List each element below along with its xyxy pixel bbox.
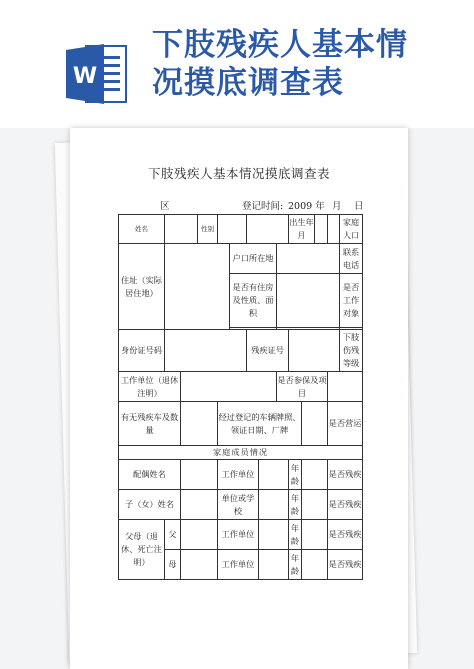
label-disability-grade: 下肢伤残等级 — [340, 330, 363, 372]
label-disability-cert: 残疾证号 — [247, 330, 289, 372]
field-insurance[interactable] — [328, 372, 363, 402]
label-operating: 是否营运 — [328, 402, 363, 446]
field-age-child[interactable] — [302, 490, 328, 520]
label-disabled-mother: 是否残疾 — [328, 550, 363, 580]
district-label: 区 — [160, 201, 170, 212]
page-title — [152, 26, 462, 102]
field-age-mother[interactable] — [302, 550, 328, 580]
label-child-name: 子（女）姓名 — [119, 490, 181, 520]
field-gender[interactable] — [218, 215, 247, 244]
label-vehicle-registered: 经过登记的车辆牌照、领证日期、厂牌 — [218, 402, 302, 446]
field-father[interactable] — [181, 520, 218, 550]
label-age-spouse: 年龄 — [289, 460, 302, 490]
label-id-number: 身份证号码 — [119, 330, 165, 372]
label-age-father: 年龄 — [289, 520, 302, 550]
label-disabled-father: 是否残疾 — [328, 520, 363, 550]
label-birth: 出生年月 — [289, 215, 315, 244]
page-title-line-1: 下肢残疾人基本情 — [152, 27, 408, 63]
registration-label: 登记时间: — [242, 201, 284, 212]
svg-text:W: W — [72, 64, 98, 89]
label-insurance: 是否参保及项目 — [277, 372, 328, 402]
label-mother: 母 — [165, 550, 181, 580]
field-id-number[interactable] — [165, 330, 247, 372]
field-blank[interactable] — [247, 215, 289, 244]
field-age-spouse[interactable] — [302, 460, 328, 490]
label-address: 住址（实际居住地） — [119, 244, 165, 330]
label-spouse-name: 配偶姓名 — [119, 460, 181, 490]
field-spouse-name[interactable] — [181, 460, 218, 490]
field-housing[interactable] — [277, 274, 340, 328]
field-hukou[interactable] — [277, 244, 340, 274]
label-work-unit-mother: 工作单位 — [218, 550, 259, 580]
page-title-line-2: 况摸底调查表 — [152, 65, 344, 101]
label-parent: 父母（退休、死亡注明） — [119, 520, 165, 580]
label-contact-phone: 联系电话 — [340, 244, 363, 274]
family-section-header: 家庭成员情况 — [119, 446, 363, 460]
field-work-unit-spouse[interactable] — [259, 460, 289, 490]
label-gender: 性别 — [198, 215, 218, 244]
label-father: 父 — [165, 520, 181, 550]
field-unit-or-school[interactable] — [259, 490, 289, 520]
registration-day: 日 — [354, 201, 364, 212]
label-housing: 是否有住房及性质、面积 — [230, 274, 277, 328]
label-age-mother: 年龄 — [289, 550, 302, 580]
label-has-vehicle: 有无残疾车及数量 — [119, 402, 181, 446]
field-age-father[interactable] — [302, 520, 328, 550]
field-birth-2[interactable] — [328, 215, 340, 244]
label-name: 姓名 — [119, 215, 165, 244]
word-document-icon — [66, 40, 130, 108]
field-work-unit-father[interactable] — [259, 520, 289, 550]
label-disabled-child: 是否残疾 — [328, 490, 363, 520]
label-family-pop: 家庭人口 — [340, 215, 363, 244]
field-disability-cert[interactable] — [289, 330, 340, 372]
field-vehicle-registered[interactable] — [302, 402, 328, 446]
field-mother[interactable] — [181, 550, 218, 580]
field-birth[interactable] — [315, 215, 328, 244]
field-work-unit-mother[interactable] — [259, 550, 289, 580]
registration-year: 2009 年 — [288, 201, 325, 212]
field-address[interactable] — [165, 244, 230, 330]
header-banner — [0, 0, 474, 128]
label-work-unit-spouse: 工作单位 — [218, 460, 259, 490]
field-work-unit[interactable] — [181, 372, 277, 402]
label-work-target: 是否工作对象 — [340, 274, 363, 328]
label-age-child: 年龄 — [289, 490, 302, 520]
document-title: 下肢残疾人基本情况摸底调查表 — [147, 166, 330, 181]
label-disabled-spouse: 是否残疾 — [328, 460, 363, 490]
survey-form-table — [118, 214, 363, 580]
document-page — [70, 128, 408, 669]
label-work-unit-father: 工作单位 — [218, 520, 259, 550]
label-hukou: 户口所在地 — [230, 244, 277, 274]
label-unit-or-school: 单位或学校 — [218, 490, 259, 520]
label-work-unit: 工作单位（退休注明） — [119, 372, 181, 402]
registration-month: 月 — [332, 201, 342, 212]
field-has-vehicle[interactable] — [181, 402, 218, 446]
field-child-name[interactable] — [181, 490, 218, 520]
field-name[interactable] — [165, 215, 198, 244]
